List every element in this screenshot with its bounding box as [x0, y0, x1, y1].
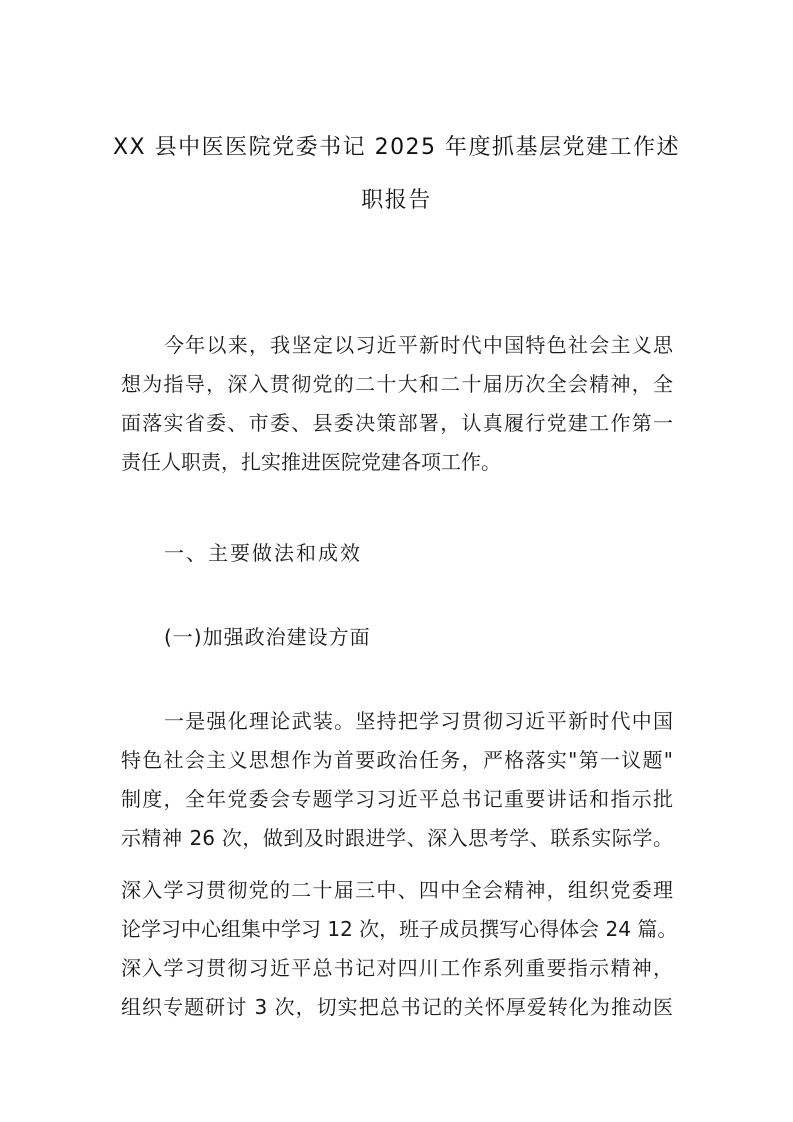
paragraph-line: 论学习中心组集中学习 12 次，班子成员撰写心得体会 24 篇。 [121, 917, 678, 941]
paragraph-line: 制度，全年党委会专题学习习近平总书记重要讲话和指示批 [121, 787, 673, 811]
paragraph-line: 深入学习贯彻党的二十届三中、四中全会精神，组织党委理 [121, 878, 673, 902]
document-title-line-1: XX 县中医医院党委书记 2025 年度抓基层党建工作述 [112, 135, 681, 160]
intro-line: 今年以来，我坚定以习近平新时代中国特色社会主义思 [164, 333, 673, 357]
subsection-heading: (一)加强政治建设方面 [164, 625, 371, 649]
paragraph-line: 深入学习贯彻习近平总书记对四川工作系列重要指示精神， [121, 956, 673, 980]
paragraph-line: 示精神 26 次，做到及时跟进学、深入思考学、联系实际学。 [121, 826, 673, 850]
paragraph-line: 组织专题研讨 3 次，切实把总书记的关怀厚爱转化为推动医 [121, 995, 673, 1019]
intro-line: 责任人职责，扎实推进医院党建各项工作。 [121, 450, 501, 474]
intro-line: 面落实省委、市委、县委决策部署，认真履行党建工作第一 [121, 411, 673, 435]
intro-line: 想为指导，深入贯彻党的二十大和二十届历次全会精神，全 [121, 372, 673, 396]
section-heading: 一、主要做法和成效 [164, 541, 362, 565]
paragraph-line: 一是强化理论武装。坚持把学习贯彻习近平新时代中国 [164, 709, 673, 733]
document-title-line-2: 职报告 [361, 188, 432, 213]
paragraph-line: 特色社会主义思想作为首要政治任务，严格落实"第一议题" [121, 748, 673, 772]
